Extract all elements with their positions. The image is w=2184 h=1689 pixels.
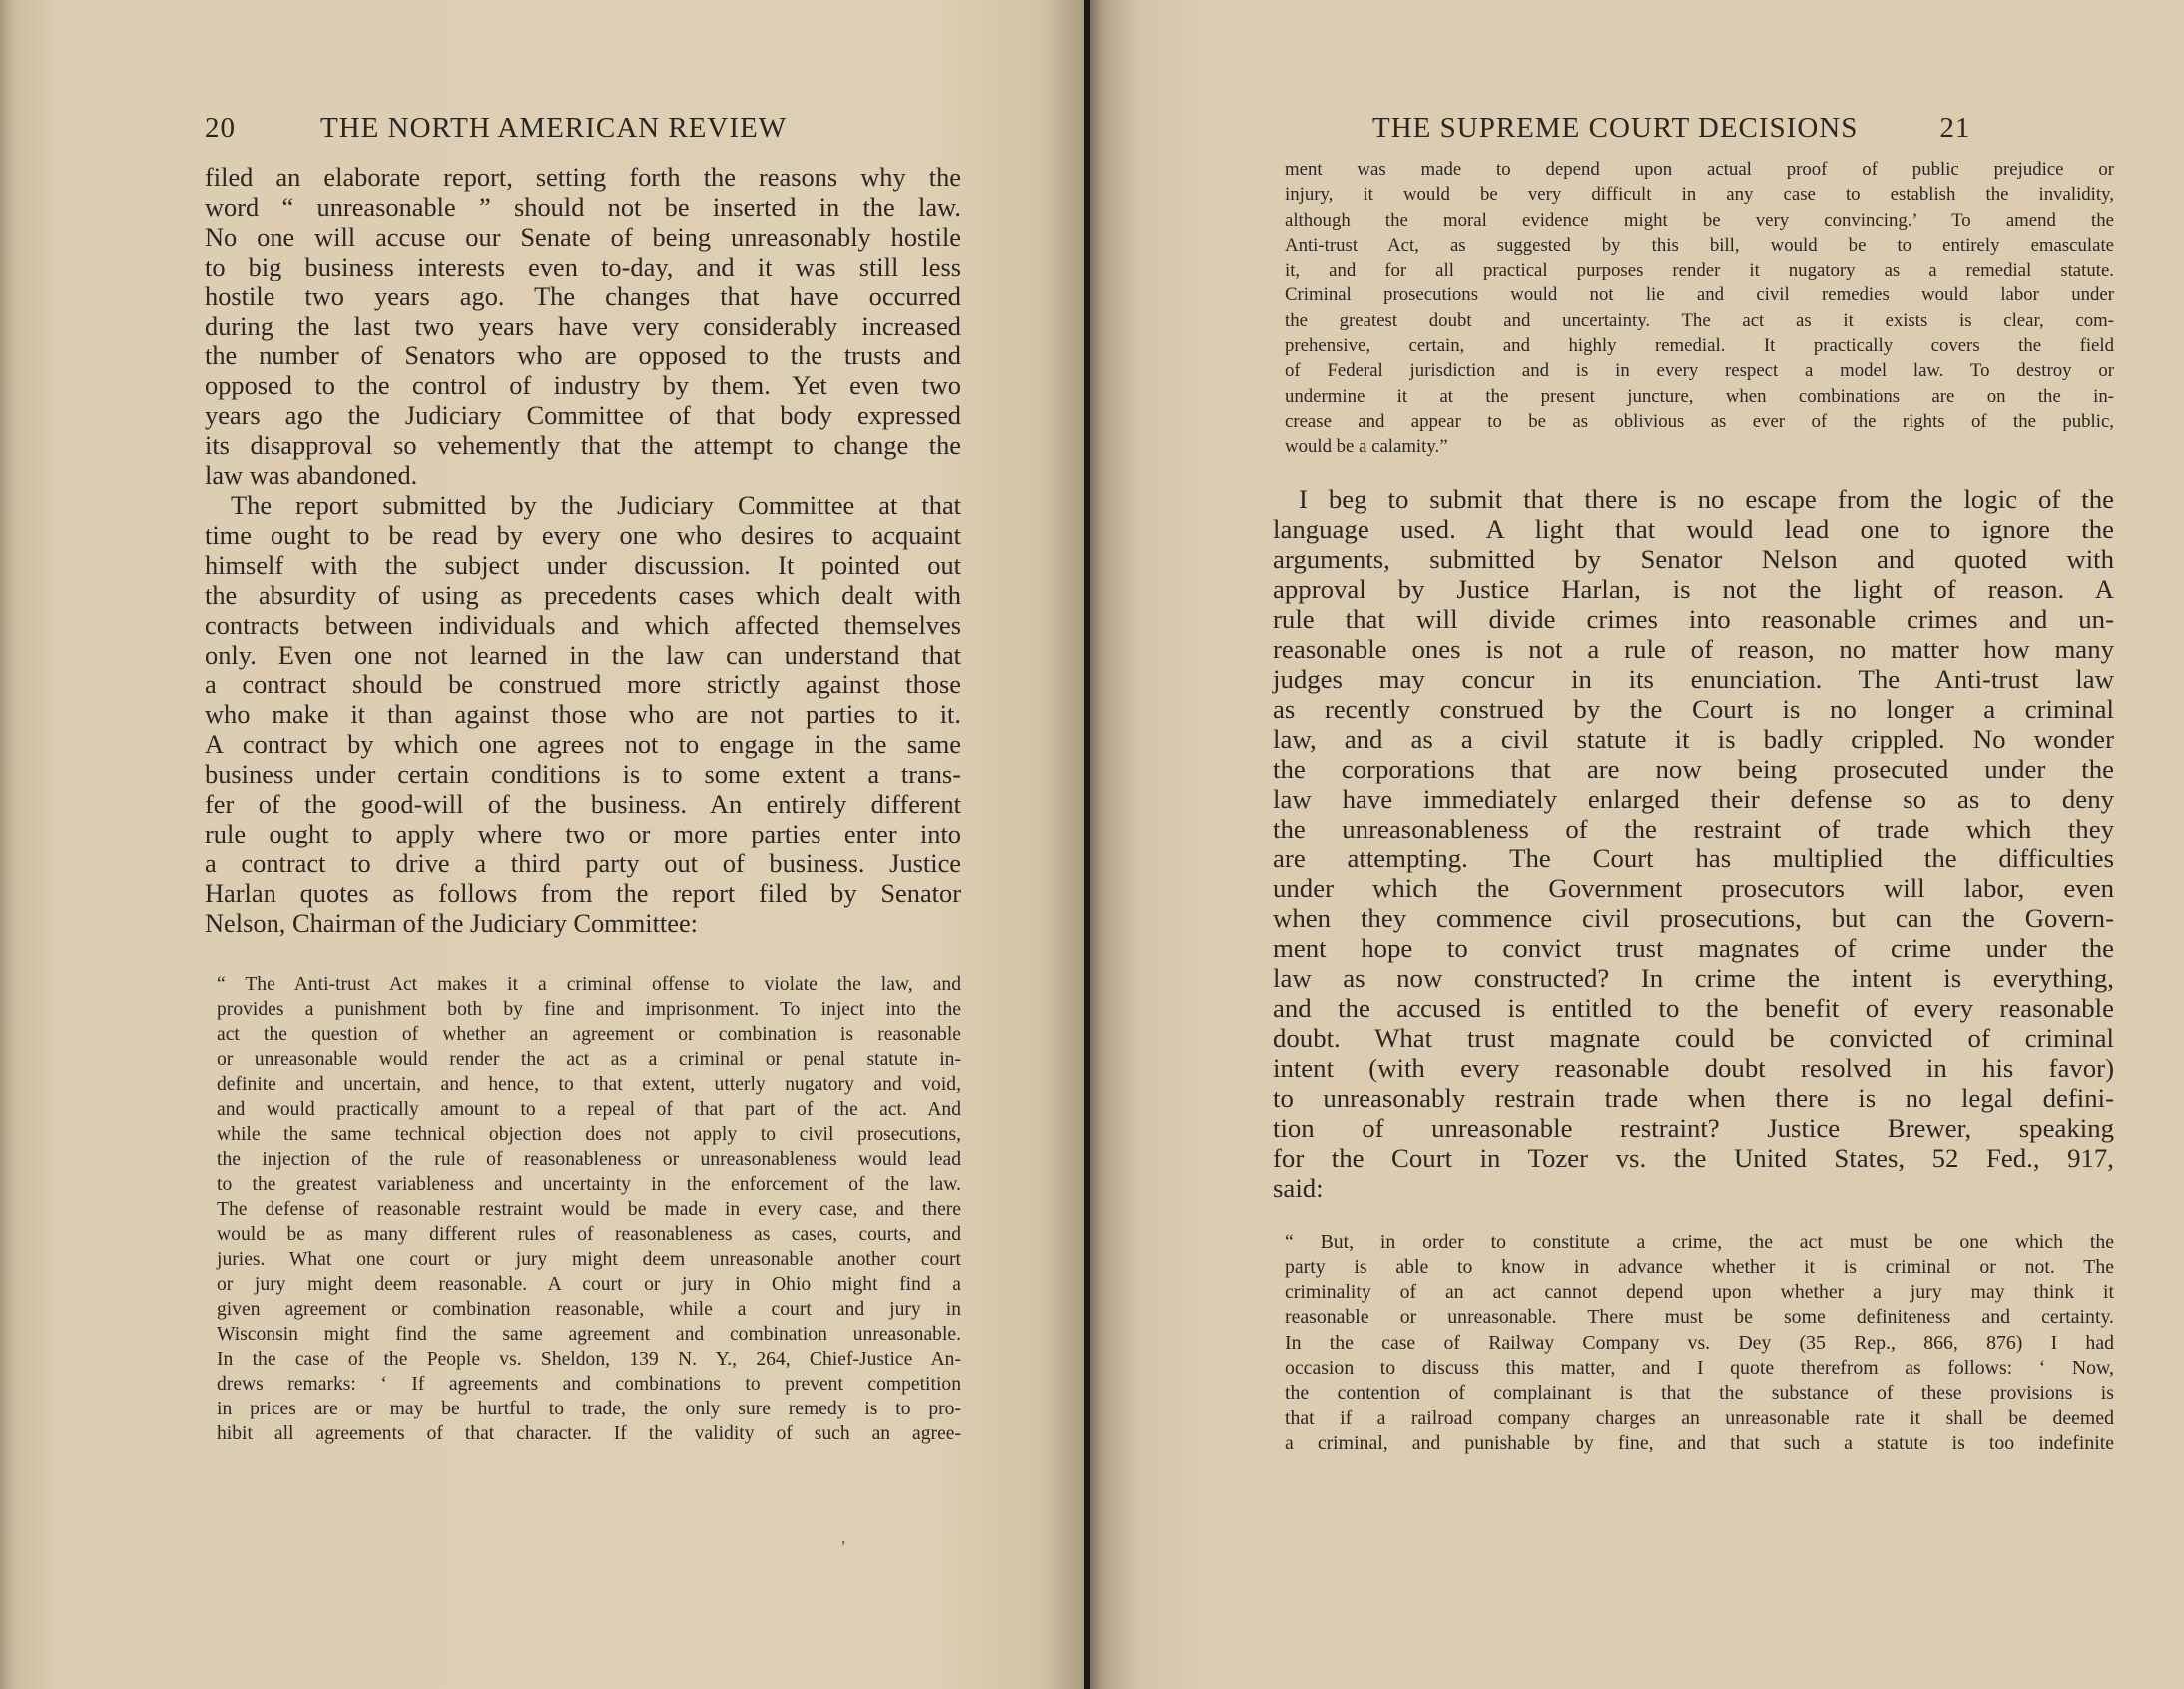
right-block-quote-top	[1273, 157, 2114, 460]
text-line: as recently construed by the Court is no longer a criminal	[1273, 693, 2114, 724]
text-line: for the Court in Tozer vs. the United States, 52 Fed., 917,	[1273, 1142, 2114, 1173]
text-line: hostile two years ago. The changes that have occurred	[205, 281, 961, 311]
text-line: and the accused is entitled to the benefit of every reasonable	[1273, 992, 2114, 1023]
text-line: a contract to drive a third party out of business. Justice	[205, 847, 961, 878]
quote-line: definite and uncertain, and hence, to that extent, utterly nugatory and void,	[217, 1073, 961, 1095]
quote-line: Criminal prosecutions would not lie and civil remedies would labor under	[1285, 284, 2114, 306]
text-line: language used. A light that would lead one to ignore the	[1273, 513, 2114, 544]
text-line: doubt. What trust magnate could be convicted of criminal	[1273, 1022, 2114, 1053]
quote-line: while the same technical objection does not apply to civil prosecutions,	[217, 1123, 961, 1145]
text-line: its disapproval so vehemently that the attempt to change the	[205, 430, 961, 461]
quote-line: of Federal jurisdiction and is in every respect a model law. To destroy or	[1285, 360, 2114, 382]
quote-line: drews remarks: ‘ If agreements and combinations to prevent competition	[217, 1373, 961, 1395]
text-line: arguments, submitted by Senator Nelson and quoted with	[1273, 543, 2114, 574]
quote-line: injury, it would be very difficult in any case to establish the invalidity,	[1285, 184, 2114, 206]
text-line: I beg to submit that there is no escape from the logic of the	[1299, 483, 2114, 514]
quote-line: given agreement or combination reasonable, while a court and jury in	[217, 1298, 961, 1320]
quote-line: “ The Anti-trust Act makes it a criminal offense to violate the law, and	[217, 973, 961, 995]
text-line: opposed to the control of industry by them. Yet even two	[205, 370, 961, 401]
text-line: to unreasonably restrain trade when there is no legal defini-	[1273, 1082, 2114, 1113]
left-block-quote	[205, 972, 961, 1446]
quote-line: the greatest doubt and uncertainty. The act as it exists is clear, com-	[1285, 309, 2114, 331]
text-line: contracts between individuals and which affected themselves	[205, 609, 961, 640]
quote-line: juries. What one court or jury might deem unreasonable another court	[217, 1248, 961, 1270]
text-line: who make it than against those who are not parties to it.	[205, 699, 961, 730]
text-line: rule ought to apply where two or more parties enter into	[205, 818, 961, 848]
text-line: rule that will divide crimes into reasonable crimes and un-	[1273, 603, 2114, 634]
text-line: A contract by which one agrees not to engage in the same	[205, 729, 961, 760]
quote-line: Wisconsin might find the same agreement and combination unreasonable.	[217, 1323, 961, 1345]
text-line: Nelson, Chairman of the Judiciary Committee:	[205, 907, 698, 938]
quote-line: In the case of the People vs. Sheldon, 139 N. Y., 264, Chief-Justice An-	[217, 1348, 961, 1370]
quote-line: or jury might deem reasonable. A court or jury in Ohio might find a	[217, 1273, 961, 1295]
quote-line: would be a calamity.”	[1285, 436, 1448, 458]
right-text-column	[1273, 157, 2114, 1456]
text-line: Harlan quotes as follows from the report filed by Senator	[205, 877, 961, 908]
quote-line: party is able to know in advance whether it is criminal or not. The	[1285, 1255, 2114, 1278]
left-running-head-title: THE NORTH AMERICAN REVIEW	[320, 112, 788, 144]
left-page-number: 20	[205, 112, 236, 144]
text-line: time ought to be read by every one who desires to acquaint	[205, 519, 961, 550]
quote-line: The defense of reasonable restraint would be made in every case, and there	[217, 1198, 961, 1220]
text-line: filed an elaborate report, setting forth the reasons why the	[205, 162, 961, 192]
text-line: the corporations that are now being prosecuted under the	[1273, 753, 2114, 784]
text-line: the absurdity of using as precedents cases which dealt with	[205, 579, 961, 610]
quote-line: in prices are or may be hurtful to trade, the only sure remedy is to pro-	[217, 1398, 961, 1419]
quote-line: prehensive, certain, and highly remedial. It practically covers the field	[1285, 335, 2114, 357]
quote-line: provides a punishment both by fine and imprisonment. To inject into the	[217, 998, 961, 1020]
ink-speck: ’	[840, 1537, 846, 1557]
text-line: when they commence civil prosecutions, but can the Govern-	[1273, 902, 2114, 933]
text-line: approval by Justice Harlan, is not the light of reason. A	[1273, 573, 2114, 604]
quote-line: it, and for all practical purposes render it nugatory as a remedial statute.	[1285, 260, 2114, 282]
quote-line: crease and appear to be as oblivious as ever of the rights of the public,	[1285, 410, 2114, 432]
quote-line: ment was made to depend upon actual proof of public prejudice or	[1285, 159, 2114, 180]
quote-line: In the case of Railway Company vs. Dey (35 Rep., 866, 876) I had	[1285, 1331, 2114, 1354]
text-line: No one will accuse our Senate of being unreasonably hostile	[205, 221, 961, 252]
text-line: judges may concur in its enunciation. The Anti-trust law	[1273, 663, 2114, 694]
quote-line: a criminal, and punishable by fine, and that such a statute is too indefinite	[1285, 1431, 2114, 1454]
quote-line: criminality of an act cannot depend upon whether a jury may think it	[1285, 1281, 2114, 1304]
text-line: law have immediately enlarged their defense so as to deny	[1273, 783, 2114, 814]
text-line: law, and as a civil statute it is badly crippled. No wonder	[1273, 723, 2114, 754]
text-line: law as now constructed? In crime the intent is everything,	[1273, 962, 2114, 993]
text-line: intent (with every reasonable doubt resolved in his favor)	[1273, 1052, 2114, 1083]
quote-line: that if a railroad company charges an unreasonable rate it shall be deemed	[1285, 1407, 2114, 1429]
text-line: tion of unreasonable restraint? Justice Brewer, speaking	[1273, 1112, 2114, 1143]
text-line: business under certain conditions is to some extent a trans-	[205, 759, 961, 790]
quote-line: or unreasonable would render the act as a criminal or penal statute in-	[217, 1048, 961, 1070]
text-line: the number of Senators who are opposed to the trusts and	[205, 340, 961, 371]
left-body-text	[205, 163, 961, 939]
quote-line: although the moral evidence might be very convincing.’ To amend the	[1285, 209, 2114, 231]
quote-line: reasonable or unreasonable. There must be some definiteness and certainty.	[1285, 1306, 2114, 1329]
text-line: said:	[1273, 1172, 1324, 1203]
quote-line: the contention of complainant is that the substance of these provisions is	[1285, 1382, 2114, 1405]
text-line: are attempting. The Court has multiplied the difficulties	[1273, 843, 2114, 873]
right-page-number: 21	[1939, 112, 1971, 144]
text-line: The report submitted by the Judiciary Committee at that	[231, 489, 961, 520]
quote-line: would be as many different rules of reasonableness as cases, courts, and	[217, 1223, 961, 1245]
quote-line: undermine it at the present juncture, when combinations are on the in-	[1285, 385, 2114, 407]
text-line: only. Even one not learned in the law can understand that	[205, 639, 961, 670]
quote-line: occasion to discuss this matter, and I quote therefrom as follows: ‘ Now,	[1285, 1357, 2114, 1380]
right-block-quote-bottom	[1273, 1230, 2114, 1457]
text-line: ment hope to convict trust magnates of crime under the	[1273, 932, 2114, 963]
text-line: during the last two years have very considerably increased	[205, 310, 961, 341]
text-line: to big business interests even to-day, and it was still less	[205, 251, 961, 282]
right-running-head-title: THE SUPREME COURT DECISIONS	[1372, 112, 1859, 144]
text-line: fer of the good-will of the business. An entirely different	[205, 789, 961, 820]
right-page	[1090, 0, 2184, 1689]
quote-line: “ But, in order to constitute a crime, the act must be one which the	[1285, 1230, 2114, 1253]
text-line: law was abandoned.	[205, 460, 418, 491]
quote-line: hibit all agreements of that character. If the validity of such an agree-	[217, 1422, 961, 1444]
left-page	[0, 0, 1086, 1689]
quote-line: to the greatest variableness and uncertainty in the enforcement of the law.	[217, 1173, 961, 1195]
quote-line: Anti-trust Act, as suggested by this bill, would be to entirely emasculate	[1285, 234, 2114, 256]
quote-line: the injection of the rule of reasonableness or unreasonableness would lead	[217, 1148, 961, 1170]
quote-line: and would practically amount to a repeal of that part of the act. And	[217, 1098, 961, 1120]
text-line: reasonable ones is not a rule of reason, no matter how many	[1273, 633, 2114, 664]
text-line: years ago the Judiciary Committee of that body expressed	[205, 400, 961, 431]
text-line: under which the Government prosecutors will labor, even	[1273, 872, 2114, 903]
text-line: himself with the subject under discussion. It pointed out	[205, 549, 961, 580]
left-running-header	[205, 112, 787, 145]
text-line: word “ unreasonable ” should not be inserted in the law.	[205, 191, 961, 222]
text-line: a contract should be construed more strictly against those	[205, 669, 961, 700]
text-line: the unreasonableness of the restraint of trade which they	[1273, 813, 2114, 844]
quote-line: act the question of whether an agreement or combination is reasonable	[217, 1023, 961, 1045]
right-running-header	[1372, 112, 1970, 145]
left-text-column	[205, 163, 961, 1446]
right-body-text	[1273, 484, 2114, 1203]
